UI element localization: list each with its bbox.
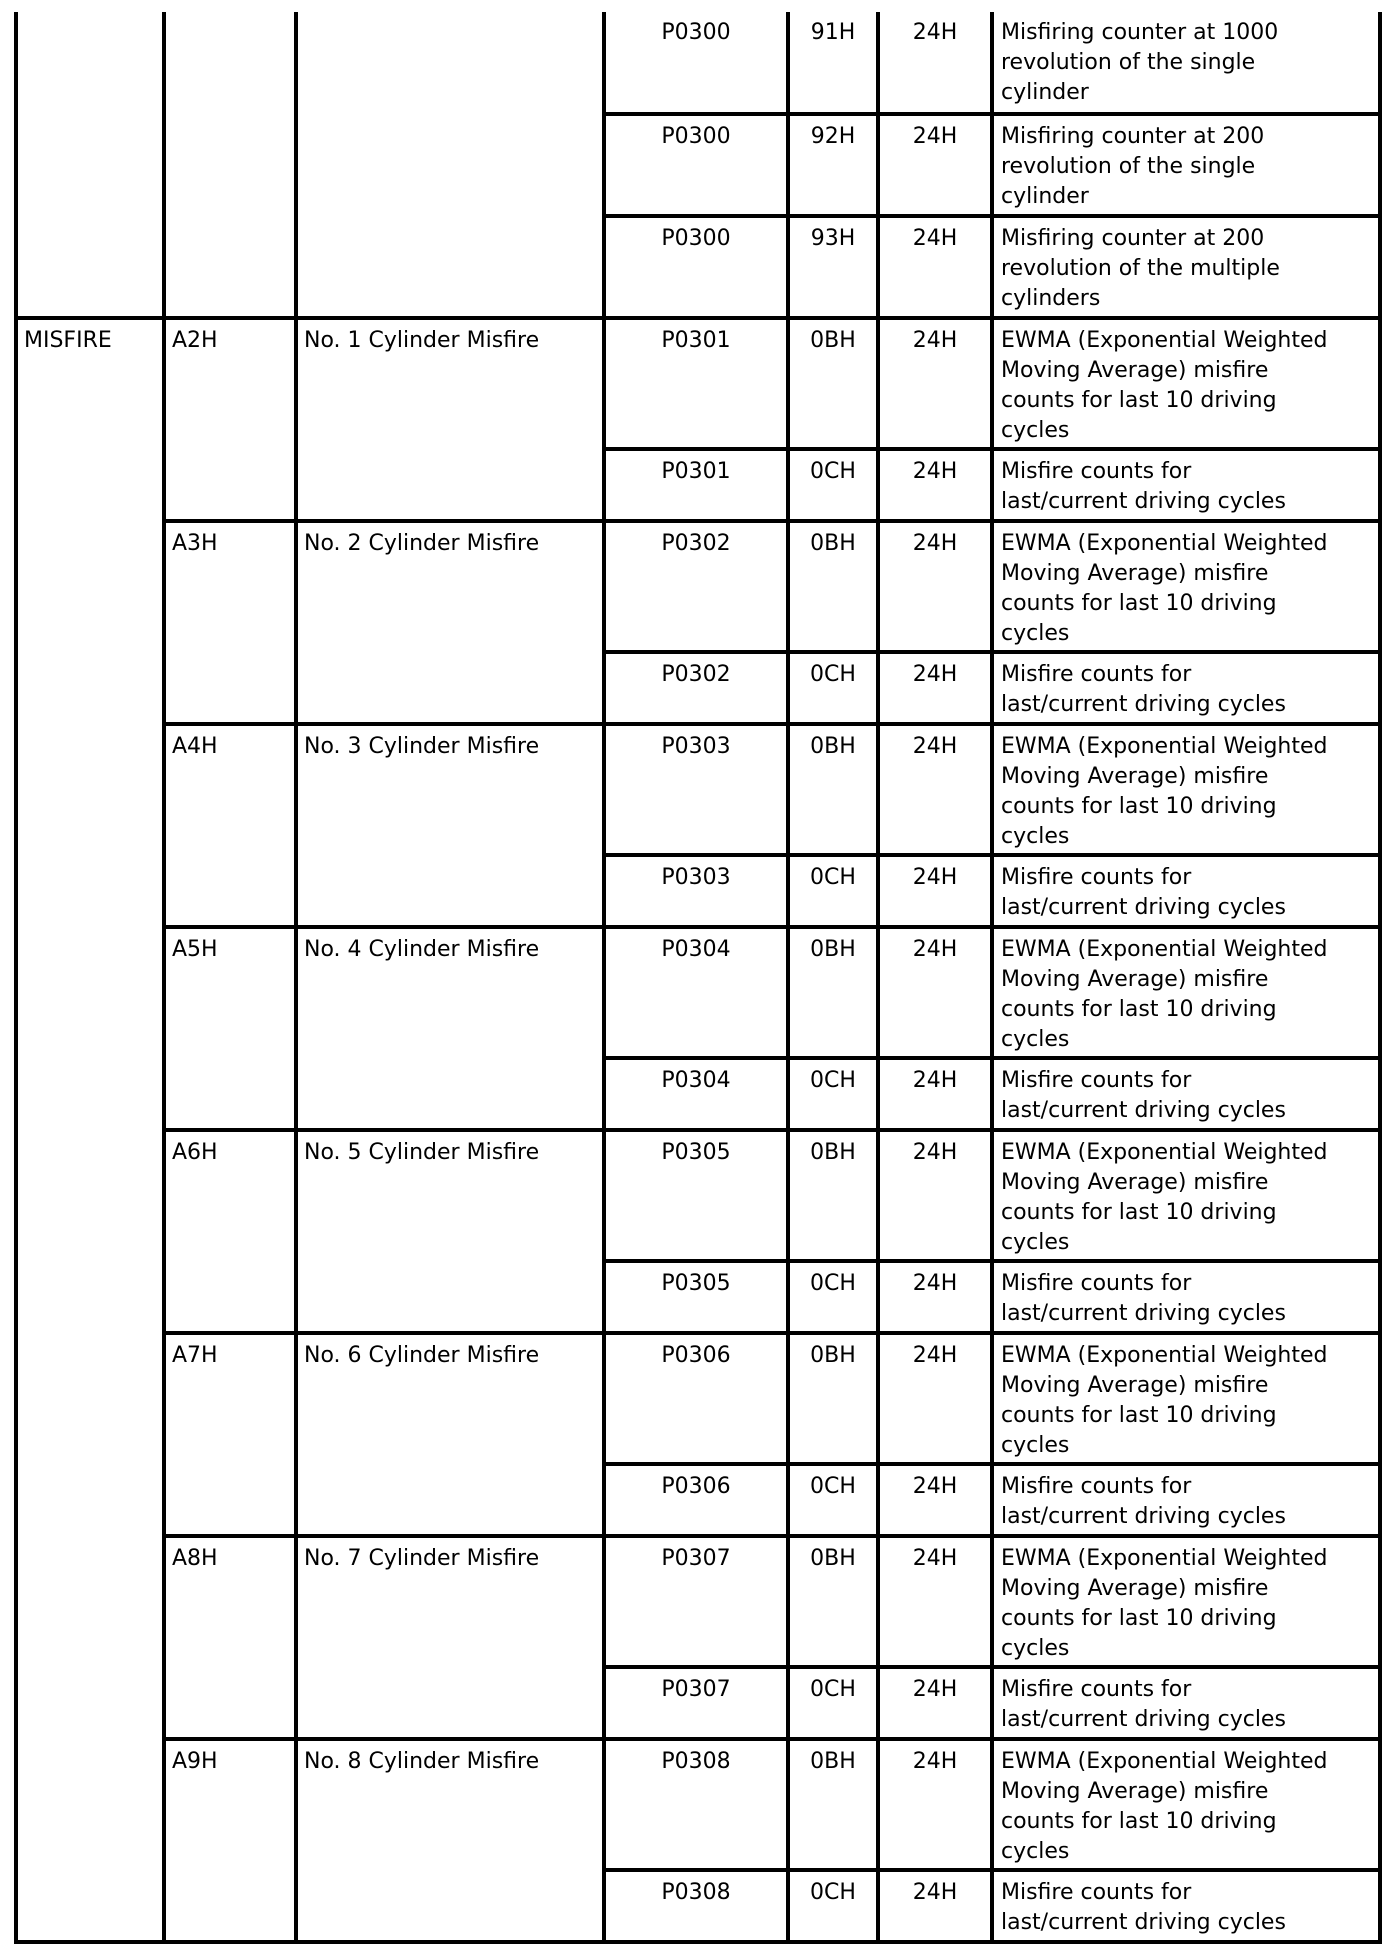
test-name-cell: No. 5 Cylinder Misfire [296, 1130, 604, 1333]
description-cell: Misfiring counter at 200 revolution of the multiple cylinders [992, 216, 1380, 318]
unit-id-cell: 24H [878, 1536, 992, 1667]
dtc-code-cell: P0304 [604, 927, 788, 1058]
test-name-cell: No. 8 Cylinder Misfire [296, 1739, 604, 1942]
description-cell: EWMA (Exponential Weighted Moving Average) misfire counts for last 10 driving cycles [992, 521, 1380, 652]
monitor-id-cell: 0BH [788, 724, 878, 855]
test-id-cell: A2H [164, 318, 296, 521]
monitor-id-cell: 0BH [788, 1739, 878, 1870]
dtc-code-cell: P0307 [604, 1667, 788, 1739]
monitor-id-cell: 92H [788, 114, 878, 216]
description-cell: Misfire counts for last/current driving cycles [992, 449, 1380, 521]
dtc-code-cell: P0300 [604, 216, 788, 318]
dtc-code-cell: P0305 [604, 1261, 788, 1333]
unit-id-cell: 24H [878, 1464, 992, 1536]
unit-id-cell: 24H [878, 1739, 992, 1870]
unit-id-cell: 24H [878, 652, 992, 724]
monitor-id-cell: 0BH [788, 927, 878, 1058]
unit-id-cell: 24H [878, 1130, 992, 1261]
table-row [16, 1536, 1380, 1667]
dtc-code-cell: P0303 [604, 855, 788, 927]
test-name-cell: No. 3 Cylinder Misfire [296, 724, 604, 927]
dtc-code-cell: P0301 [604, 318, 788, 449]
dtc-code-cell: P0302 [604, 652, 788, 724]
table-row [16, 724, 1380, 855]
description-cell: Misfire counts for last/current driving cycles [992, 1667, 1380, 1739]
test-id-cell: A8H [164, 1536, 296, 1739]
description-cell: EWMA (Exponential Weighted Moving Average) misfire counts for last 10 driving cycles [992, 1739, 1380, 1870]
table-row [16, 1333, 1380, 1464]
unit-id-cell: 24H [878, 1333, 992, 1464]
unit-id-cell: 24H [878, 1058, 992, 1130]
dtc-code-cell: P0303 [604, 724, 788, 855]
dtc-code-cell: P0308 [604, 1739, 788, 1870]
monitor-id-cell: 91H [788, 12, 878, 114]
dtc-code-cell: P0306 [604, 1464, 788, 1536]
description-cell: EWMA (Exponential Weighted Moving Average) misfire counts for last 10 driving cycles [992, 1130, 1380, 1261]
unit-id-cell: 24H [878, 521, 992, 652]
dtc-code-cell: P0301 [604, 449, 788, 521]
dtc-code-cell: P0302 [604, 521, 788, 652]
test-name-cell: No. 4 Cylinder Misfire [296, 927, 604, 1130]
monitor-id-cell: 93H [788, 216, 878, 318]
unit-id-cell: 24H [878, 318, 992, 449]
test-id-cell: A3H [164, 521, 296, 724]
unit-id-cell: 24H [878, 449, 992, 521]
description-cell: EWMA (Exponential Weighted Moving Average) misfire counts for last 10 driving cycles [992, 318, 1380, 449]
unit-id-cell: 24H [878, 1870, 992, 1942]
monitor-id-cell: 0CH [788, 652, 878, 724]
table-row [16, 1130, 1380, 1261]
description-cell: Misfire counts for last/current driving cycles [992, 1870, 1380, 1942]
unit-id-cell: 24H [878, 114, 992, 216]
system-cell [16, 12, 164, 318]
monitor-id-cell: 0CH [788, 855, 878, 927]
table-row [16, 12, 1380, 114]
misfire-monitor-table [14, 12, 1382, 1944]
test-name-cell: No. 6 Cylinder Misfire [296, 1333, 604, 1536]
test-id-cell: A9H [164, 1739, 296, 1942]
description-cell: EWMA (Exponential Weighted Moving Average) misfire counts for last 10 driving cycles [992, 927, 1380, 1058]
dtc-code-cell: P0308 [604, 1870, 788, 1942]
test-name-cell [296, 12, 604, 318]
monitor-id-cell: 0CH [788, 1667, 878, 1739]
monitor-id-cell: 0BH [788, 1130, 878, 1261]
monitor-id-cell: 0CH [788, 1058, 878, 1130]
table-row [16, 521, 1380, 652]
table-row [16, 1739, 1380, 1870]
test-id-cell: A5H [164, 927, 296, 1130]
unit-id-cell: 24H [878, 12, 992, 114]
dtc-code-cell: P0304 [604, 1058, 788, 1130]
description-cell: Misfire counts for last/current driving cycles [992, 652, 1380, 724]
monitor-id-cell: 0CH [788, 449, 878, 521]
unit-id-cell: 24H [878, 724, 992, 855]
unit-id-cell: 24H [878, 1261, 992, 1333]
unit-id-cell: 24H [878, 855, 992, 927]
test-name-cell: No. 2 Cylinder Misfire [296, 521, 604, 724]
description-cell: Misfire counts for last/current driving cycles [992, 1058, 1380, 1130]
system-cell: MISFIRE [16, 318, 164, 1942]
dtc-code-cell: P0307 [604, 1536, 788, 1667]
monitor-id-cell: 0CH [788, 1464, 878, 1536]
test-id-cell [164, 12, 296, 318]
description-cell: Misfire counts for last/current driving cycles [992, 1261, 1380, 1333]
unit-id-cell: 24H [878, 1667, 992, 1739]
dtc-code-cell: P0305 [604, 1130, 788, 1261]
description-cell: Misfiring counter at 1000 revolution of the single cylinder [992, 12, 1380, 114]
unit-id-cell: 24H [878, 216, 992, 318]
table-row [16, 927, 1380, 1058]
monitor-id-cell: 0BH [788, 1536, 878, 1667]
description-cell: EWMA (Exponential Weighted Moving Average) misfire counts for last 10 driving cycles [992, 1536, 1380, 1667]
description-cell: EWMA (Exponential Weighted Moving Average) misfire counts for last 10 driving cycles [992, 1333, 1380, 1464]
dtc-code-cell: P0300 [604, 114, 788, 216]
monitor-id-cell: 0BH [788, 1333, 878, 1464]
monitor-id-cell: 0CH [788, 1870, 878, 1942]
description-cell: Misfiring counter at 200 revolution of the single cylinder [992, 114, 1380, 216]
monitor-id-cell: 0CH [788, 1261, 878, 1333]
monitor-id-cell: 0BH [788, 521, 878, 652]
description-cell: Misfire counts for last/current driving cycles [992, 855, 1380, 927]
monitor-id-cell: 0BH [788, 318, 878, 449]
description-cell: Misfire counts for last/current driving cycles [992, 1464, 1380, 1536]
test-id-cell: A7H [164, 1333, 296, 1536]
unit-id-cell: 24H [878, 927, 992, 1058]
test-name-cell: No. 1 Cylinder Misfire [296, 318, 604, 521]
dtc-code-cell: P0300 [604, 12, 788, 114]
test-id-cell: A4H [164, 724, 296, 927]
test-name-cell: No. 7 Cylinder Misfire [296, 1536, 604, 1739]
test-id-cell: A6H [164, 1130, 296, 1333]
table-row [16, 318, 1380, 449]
dtc-code-cell: P0306 [604, 1333, 788, 1464]
description-cell: EWMA (Exponential Weighted Moving Average) misfire counts for last 10 driving cycles [992, 724, 1380, 855]
